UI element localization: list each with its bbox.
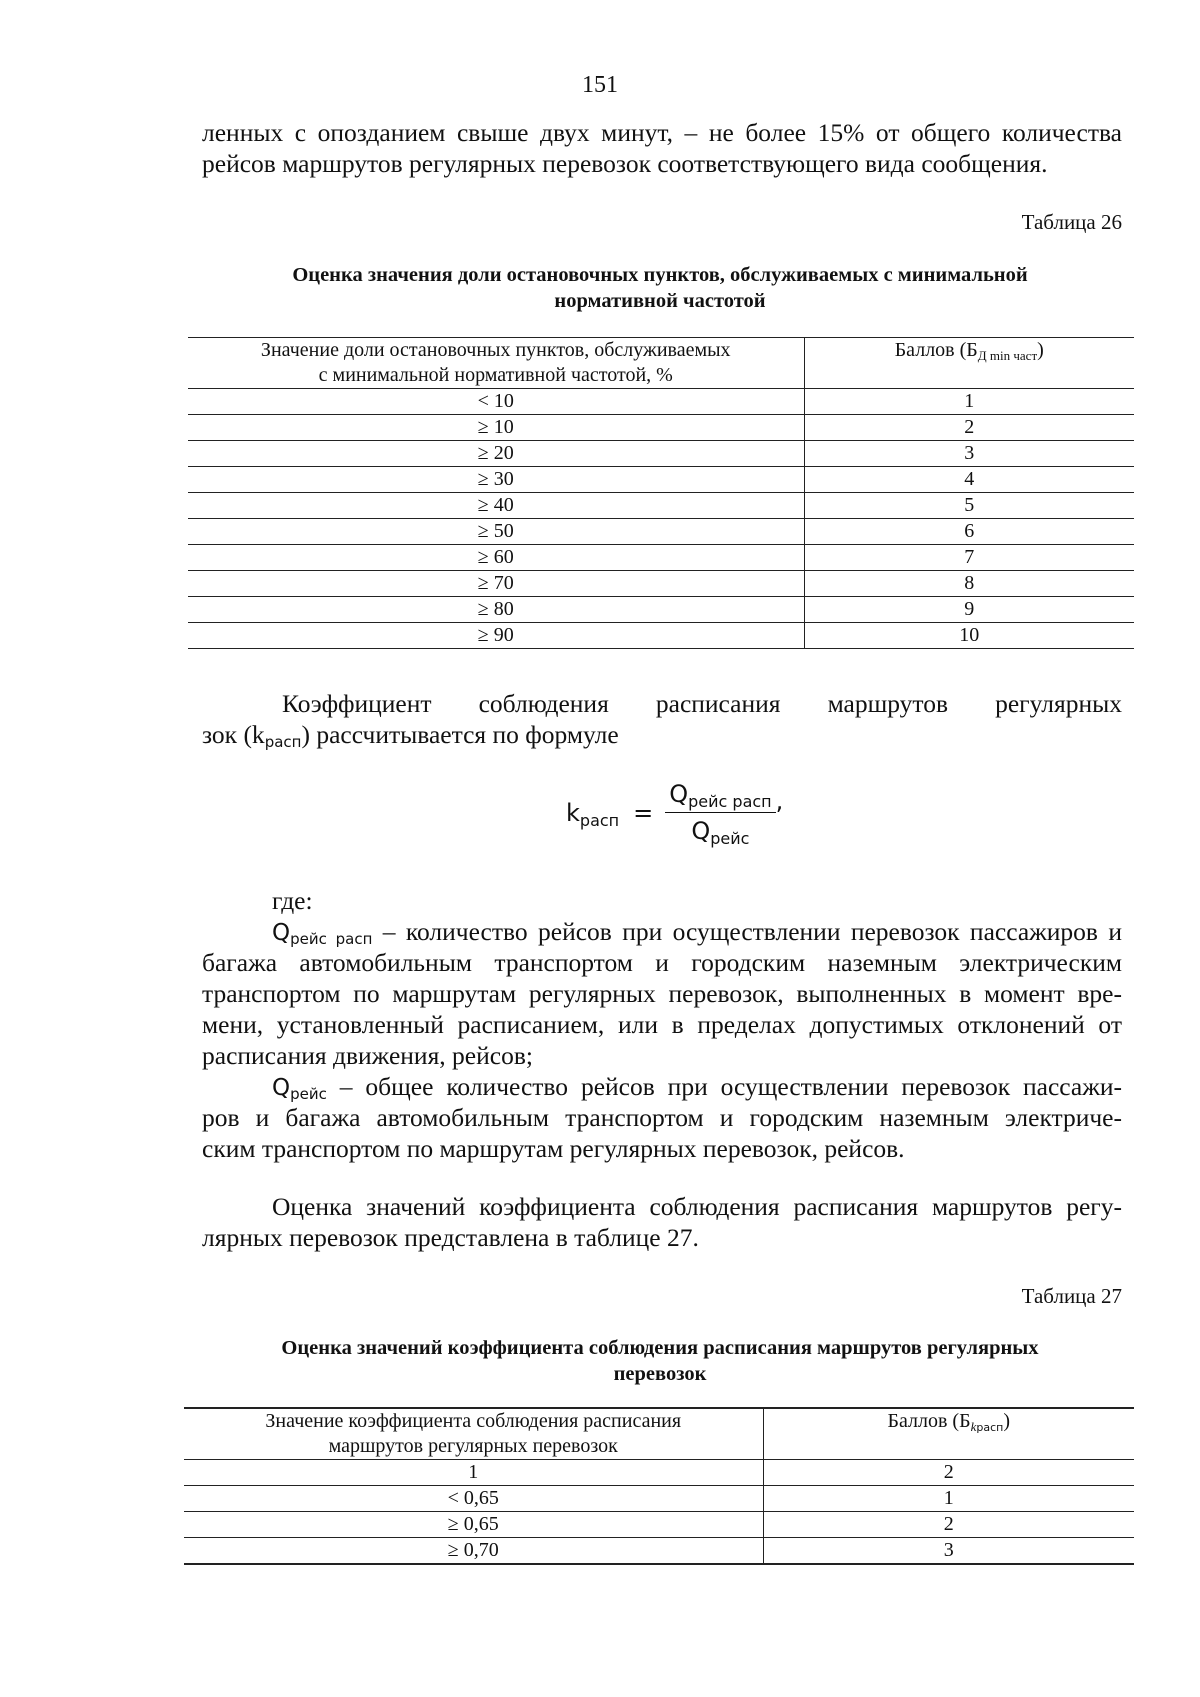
q1-line-2: багажа автомобильным транспортом и городским наземным электрическим [202,948,1122,977]
formula-denominator: $Q_{рейс}$ [691,817,750,848]
table-cell-score: 8 [804,571,1134,597]
intro-line-1: ленных с опозданием свыше двух минут, – не более 15% от общего количества [202,118,1122,147]
table-26-title-line-2: нормативной частотой [554,290,766,312]
formula-numerator: $Q_{рейс расп}$ [665,780,775,813]
table-27-header-value-line-2: маршрутов регулярных перевозок [328,1435,618,1457]
table-26 [188,337,1134,649]
table-cell-score: 2 [763,1460,1134,1486]
table-26-title [190,262,1130,314]
table-cell-score: 6 [804,519,1134,545]
where-label: где: [272,886,313,915]
table-cell-value: ≥ 30 [188,467,804,493]
table-row [188,597,1134,623]
formula-equals: = [633,798,654,827]
table-cell-value: ≥ 80 [188,597,804,623]
q2-line-1: $Q_{рейс}$ – общее количество рейсов при осуществлении перевозок пассажи- [272,1072,1122,1103]
table-row [188,389,1134,415]
table-cell-value: ≥ 40 [188,493,804,519]
eval-para-line-2: лярных перевозок представлена в таблице 27. [202,1223,699,1252]
table-26-header-value [188,338,804,389]
formula-lhs: $k_{расп}$ [566,798,620,830]
table-row [188,571,1134,597]
table-27-title-line-1: Оценка значений коэффициента соблюдения расписания маршрутов регулярных [281,1337,1039,1359]
table-cell-value: < 0,65 [184,1486,763,1512]
table-cell-value: ≥ 90 [188,623,804,649]
table-27-caption: Таблица 27 [1021,1284,1122,1308]
table-26-header-score: Баллов $(Б_{Д min част})$ [804,338,1134,389]
table-row [188,441,1134,467]
table-cell-value: ≥ 20 [188,441,804,467]
formula-comma: , [775,786,784,815]
intro-line-2: рейсов маршрутов регулярных перевозок соответствующего вида сообщения. [202,149,1048,178]
table-row [188,467,1134,493]
table-26-header-value-line-2: с минимальной нормативной частотой, % [318,364,673,386]
table-26-header-value-line-1: Значение доли остановочных пунктов, обслуживаемых [260,339,731,361]
table-cell-score: 5 [804,493,1134,519]
formula [566,780,784,848]
table-27-title [190,1335,1130,1387]
page-number: 151 [582,72,618,98]
table-cell-value: ≥ 0,70 [184,1538,763,1565]
table-cell-value: ≥ 70 [188,571,804,597]
table-cell-score: 3 [763,1538,1134,1565]
table-cell-score: 1 [804,389,1134,415]
table-row [184,1460,1134,1486]
table-row [188,545,1134,571]
table-26-caption: Таблица 26 [1021,210,1122,234]
table-cell-value: ≥ 50 [188,519,804,545]
table-26-title-line-1: Оценка значения доли остановочных пунктов, обслуживаемых с минимальной [292,264,1028,286]
table-cell-value: ≥ 0,65 [184,1512,763,1538]
table-27-header-score: Баллов $(Б_{kрасп})$ [763,1408,1134,1460]
q1-line-5: расписания движения, рейсов; [202,1041,533,1070]
q2-line-2: ров и багажа автомобильным транспортом и городским наземным электриче- [202,1103,1122,1132]
table-row [184,1486,1134,1512]
table-cell-value: ≥ 60 [188,545,804,571]
table-27-header-value [184,1408,763,1460]
table-row [188,493,1134,519]
eval-para-line-1: Оценка значений коэффициента соблюдения расписания маршрутов регу- [272,1192,1122,1221]
table-cell-score: 2 [804,415,1134,441]
coef-para-line-2: зок $(k_{расп})$ рассчитывается по формуле [202,720,619,751]
table-row [188,623,1134,649]
table-cell-score: 10 [804,623,1134,649]
formula-fraction [665,780,775,848]
q2-line-3: ским транспортом по маршрутам регулярных перевозок, рейсов. [202,1134,905,1163]
table-cell-score: 9 [804,597,1134,623]
table-cell-score: 2 [763,1512,1134,1538]
table-cell-value: ≥ 10 [188,415,804,441]
table-27-title-line-2: перевозок [613,1363,707,1385]
table-cell-value: < 10 [188,389,804,415]
table-cell-score: 7 [804,545,1134,571]
table-row [188,415,1134,441]
table-row [184,1512,1134,1538]
table-27 [184,1407,1134,1565]
table-cell-score: 1 [763,1486,1134,1512]
q1-line-1: $Q_{рейс расп}$ – количество рейсов при осуществлении перевозок пассажиров и [272,917,1122,948]
table-cell-value: 1 [184,1460,763,1486]
table-row [184,1538,1134,1565]
q1-line-3: транспортом по маршрутам регулярных перевозок, выполненных в момент вре- [202,979,1122,1008]
table-row [188,519,1134,545]
table-27-header-value-line-1: Значение коэффициента соблюдения расписания [265,1410,682,1432]
table-cell-score: 4 [804,467,1134,493]
coef-para-line-1: Коэффициент соблюдения расписания маршрутов регулярных [282,689,1122,718]
q1-line-4: мени, установленный расписанием, или в пределах допустимых отклонений от [202,1010,1122,1039]
table-cell-score: 3 [804,441,1134,467]
